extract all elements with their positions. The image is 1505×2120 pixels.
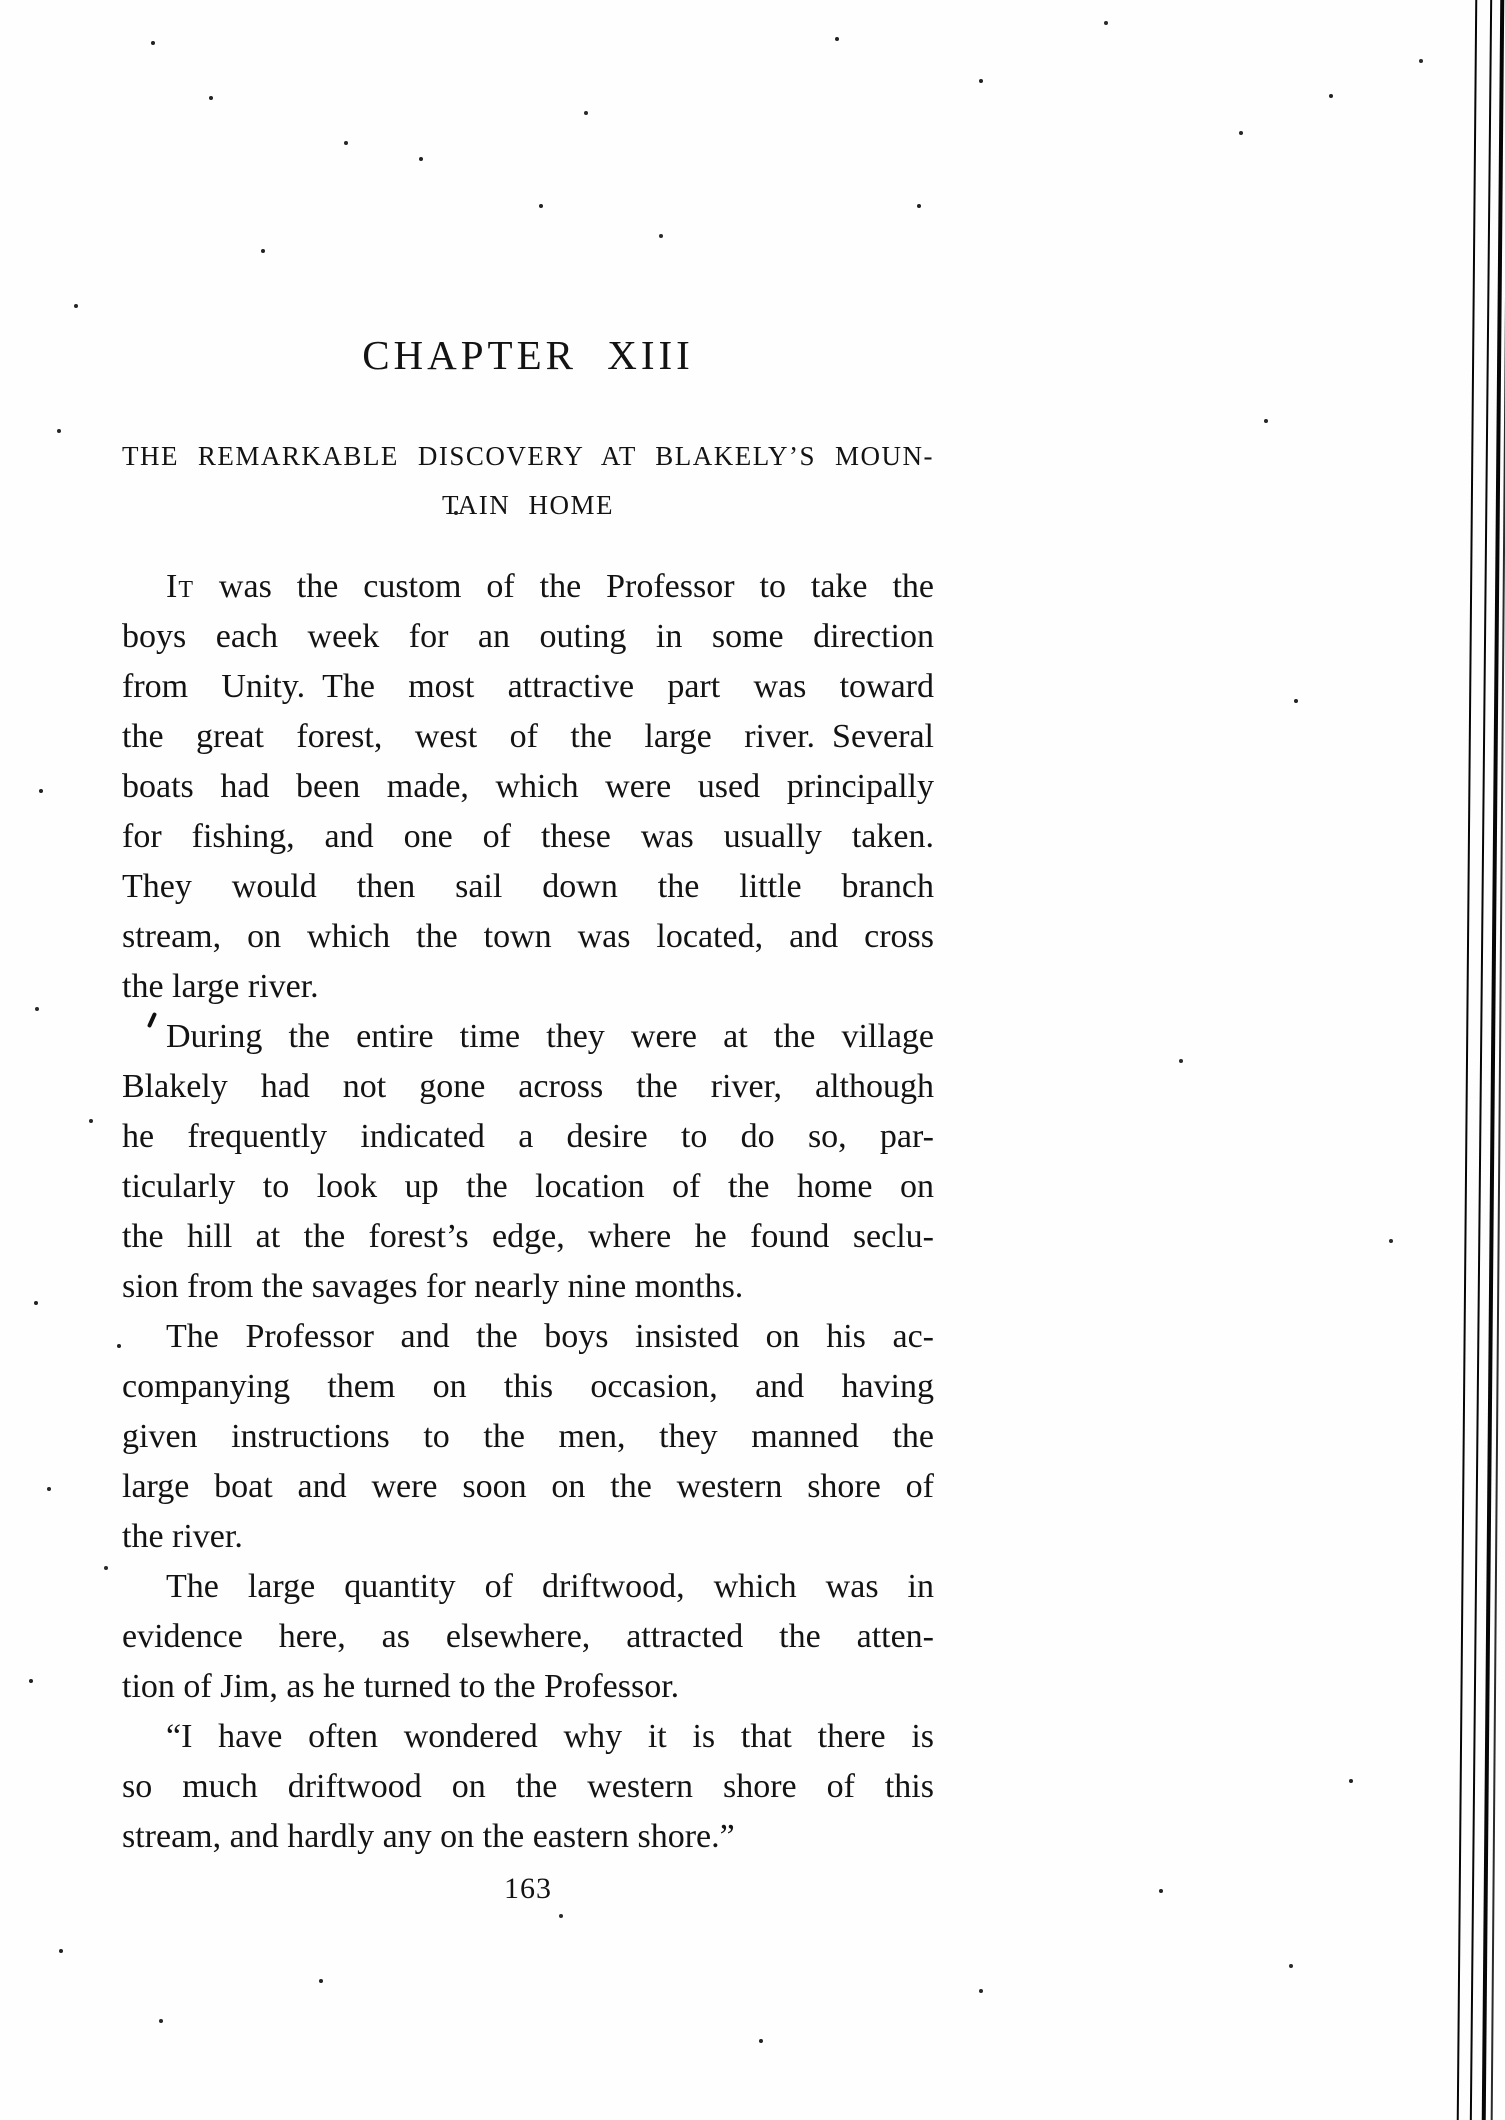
body-text — [122, 562, 934, 1862]
lead-word: It — [166, 568, 194, 605]
text-line: The Professor and the boys insisted on his ac- — [166, 1318, 934, 1355]
chapter-heading: CHAPTER XIII — [362, 332, 694, 378]
text-line: boys each week for an outing in some direction — [122, 618, 934, 655]
subtitle-line: THE REMARKABLE DISCOVERY AT BLAKELY’S MOUN- — [122, 441, 934, 471]
text-line: It was the custom of the Professor to take the — [166, 568, 934, 605]
paragraph — [122, 1012, 934, 1312]
text-line: the great forest, west of the large river. Several — [122, 718, 934, 755]
chapter-subtitle — [122, 432, 934, 530]
text-line: he frequently indicated a desire to do so, par- — [122, 1118, 934, 1155]
text-line: stream, and hardly any on the eastern shore.” — [122, 1818, 735, 1855]
paragraph — [122, 1312, 934, 1562]
text-line: ticularly to look up the location of the home on — [122, 1168, 934, 1205]
text-line: for fishing, and one of these was usually taken. — [122, 818, 934, 855]
text-line: large boat and were soon on the western shore of — [122, 1468, 934, 1505]
text-line: stream, on which the town was located, and cross — [122, 918, 934, 955]
text-line: the hill at the forest’s edge, where he found seclu- — [122, 1218, 934, 1255]
text-line: During the entire time they were at the village — [166, 1018, 934, 1055]
text-line: given instructions to the men, they manned the — [122, 1418, 934, 1455]
paragraph — [122, 562, 934, 1012]
text-line: the large river. — [122, 968, 319, 1005]
text-line: from Unity. The most attractive part was toward — [122, 668, 934, 705]
text-line: “I have often wondered why it is that there is — [166, 1718, 934, 1755]
text-line: Blakely had not gone across the river, although — [122, 1068, 934, 1105]
text-column — [122, 332, 934, 1906]
text-line: boats had been made, which were used principally — [122, 768, 934, 805]
text-line: the river. — [122, 1518, 243, 1555]
text-line: They would then sail down the little branch — [122, 868, 934, 905]
text-line: so much driftwood on the western shore of this — [122, 1768, 934, 1805]
scan-noise — [0, 0, 2, 2]
text-line: evidence here, as elsewhere, attracted the atten- — [122, 1618, 934, 1655]
text-line: The large quantity of driftwood, which was in — [166, 1568, 934, 1605]
paragraph — [122, 1712, 934, 1862]
paragraph — [122, 1562, 934, 1712]
subtitle-line: TAIN HOME — [441, 490, 615, 520]
text-line: companying them on this occasion, and having — [122, 1368, 934, 1405]
text-line: tion of Jim, as he turned to the Professor. — [122, 1668, 680, 1705]
page-number: 163 — [504, 1872, 552, 1905]
text-line: sion from the savages for nearly nine months. — [122, 1268, 744, 1305]
